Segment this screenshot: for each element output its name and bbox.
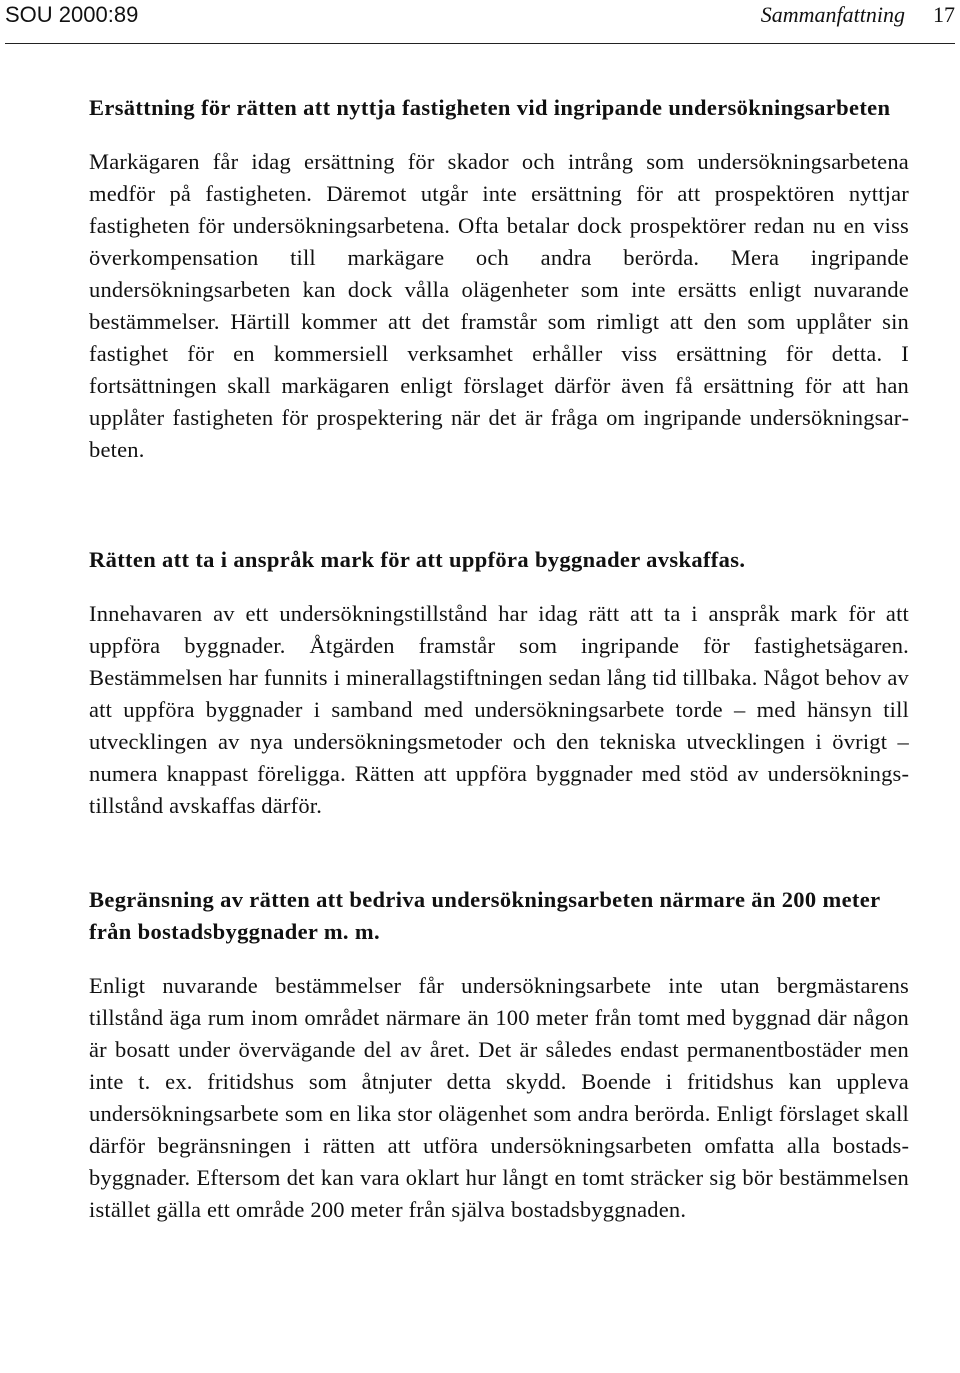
page-content	[89, 92, 909, 1226]
section-heading: Rätten att ta i anspråk mark för att uppföra byggnader avskaffas.	[89, 547, 746, 572]
section-name: Sammanfattning	[760, 2, 905, 27]
section-heading: Ersättning för rätten att nyttja fastigheten vid ingripande undersökningsarbeten	[89, 95, 891, 120]
section-body: Innehavaren av ett undersökningstillstånd har idag rätt att ta i anspråk mark för att uppföra byggnader. Åtgärden framstår som ingripande för fastighetsägaren. Bestämmelsen har funnits i minerallagstiftningen sedan lång tid tillbaka. Något behov av att uppföra byggnader i samband med undersökningsarbete torde – med hänsyn till utvecklingen av nya undersökningsmetoder och den tekniska utvecklingen i övrigt – numera knappast föreligga. Rätten att uppföra byggnader med stöd av undersökningstillstånd avskaffas därför.	[89, 601, 909, 818]
page-number: 17	[933, 2, 955, 27]
running-header	[5, 0, 955, 44]
header-right	[761, 2, 955, 28]
section-heading: Begränsning av rätten att bedriva undersökningsarbeten närmare än 200 meter från bostadsbyggnader m. m.	[89, 887, 881, 944]
section-body: Markägaren får idag ersättning för skador och intrång som undersökningsarbetena medför på fastigheten. Däremot utgår inte ersättning för att prospektören nyttjar fastigheten för undersökningsarbetena. Ofta betalar dock prospektörer redan nu en viss överkompensation till markägare och andra berörda. Mera ingripande undersökningsarbeten kan dock vålla olägenheter som inte ersätts enligt nuvarande bestämmelser. Härtill kommer att det framstår som rimligt att den som upplåter sin fastighet för en kommersiell verksamhet erhåller viss ersättning för detta. I fortsättningen skall markägaren enligt förslaget därför även få ersättning för att han upplåter fastigheten för prospektering när det är fråga om ingripande undersökningsarbeten.	[89, 149, 909, 462]
section-compensation	[89, 92, 909, 466]
section-body: Enligt nuvarande bestämmelser får undersökningsarbete inte utan bergmästarens tillstånd äga rum inom området närmare än 100 meter från tomt med byggnad där någon är bosatt under övervägande del av året. Det är således endast permanentbostäder men inte t. ex. fritidshus som åtnjuter detta skydd. Boende i fritidshus kan uppleva undersökningsarbete som en lika stor olägenhet som andra berörda. Enligt förslaget skall därför begränsningen i rätten att utföra undersökningsarbeten omfatta alla bostadsbyggnader. Eftersom det kan vara oklart hur långt en tomt sträcker sig bör bestämmelsen istället gälla ett område 200 meter från själva bostadsbyggnaden.	[89, 973, 909, 1222]
section-distance-limit	[89, 884, 909, 1226]
section-buildings	[89, 544, 909, 822]
report-id: SOU 2000:89	[5, 2, 139, 27]
